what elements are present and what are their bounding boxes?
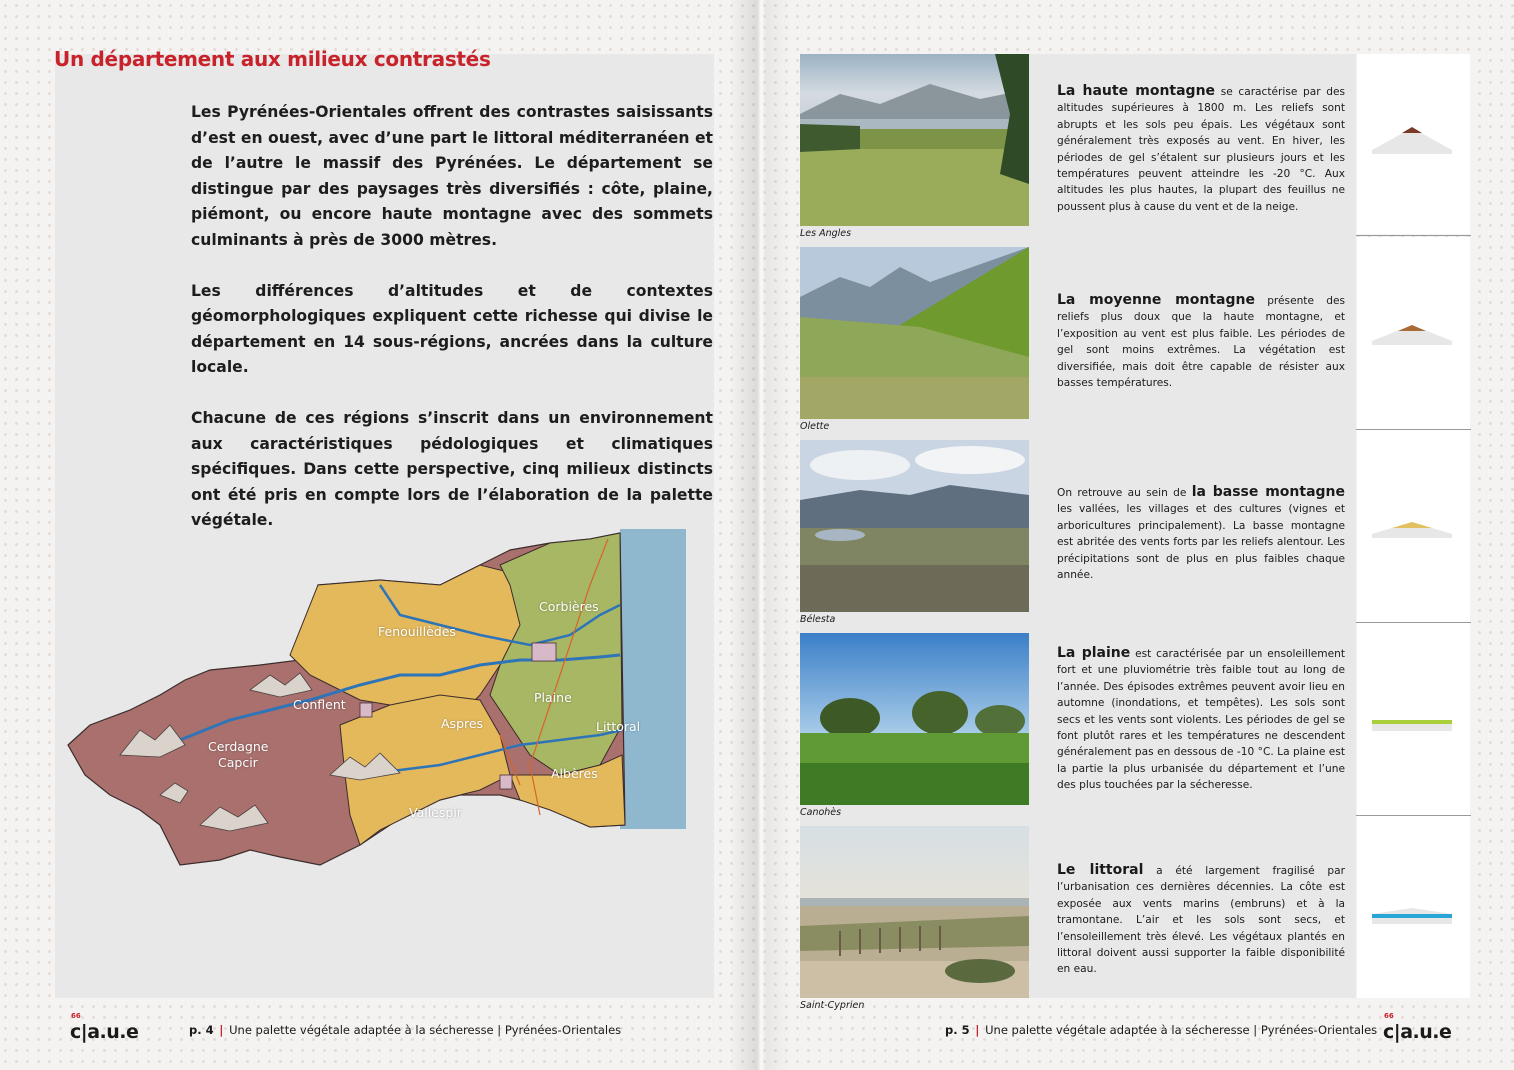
environment-text: a été largement fragilisé par l’urbanisation ces dernières décennies. La côte est exposée aux vents marins (embruns) et à la tramontane. L’air et les sols sont secs, et l’ensoleillement très élevé. Les végétaux plantés en littoral doivent aussi supporter la faible disponibilité en eau. (1057, 865, 1345, 976)
intro-paragraph-1: Les Pyrénées-Orientales offrent des contrastes saisissants d’est en ouest, avec d’une part le littoral méditerranéen et de l’autre le massif des Pyrénées. Le département se distingue par des paysages très diversifiés : côte, plaine, piémont, ou encore haute montagne avec des sommets culminants à près de 3000 mètres. (191, 103, 713, 249)
page-number: p. 5 (945, 1023, 970, 1037)
photo-belesta (800, 440, 1029, 612)
environment-text-lead: On retrouve au sein de (1057, 487, 1192, 499)
photo-les-angles (800, 54, 1029, 226)
map-label-aspres: Aspres (441, 716, 484, 731)
altitude-profile-icon (1372, 701, 1452, 735)
caue-logo (70, 1012, 140, 1046)
regions-map-drawing (60, 525, 690, 875)
environment-text: les vallées, les villages et des cultures (vignes et arboricultures principalement). La basse montagne est abritée des vents forts par les reliefs alentour. Les précipitations sont de plus en plus faibles chaque année. (1057, 503, 1345, 582)
profile-littoral (1357, 816, 1470, 998)
environment-description (1057, 645, 1345, 794)
photo-canohes (800, 633, 1029, 805)
footer-separator: | (975, 1023, 980, 1037)
page-footer (945, 1023, 1377, 1037)
regions-map (60, 525, 690, 875)
footer-separator: | (219, 1023, 224, 1037)
profile-moyenne-montagne (1357, 237, 1470, 429)
photo-caption: Canohès (800, 807, 842, 818)
profile-basse-montagne (1357, 430, 1470, 622)
intro-text (191, 100, 713, 559)
environment-description (1057, 292, 1345, 391)
map-label-corbieres: Corbières (539, 599, 599, 614)
profile-plaine (1357, 623, 1470, 815)
map-label-fenouilledes: Fenouillèdes (378, 624, 456, 639)
logo-number: 66 (1384, 1012, 1394, 1020)
profile-haute-montagne (1357, 54, 1470, 234)
altitude-profile-icon (1372, 894, 1452, 928)
photo-saint-cyprien (800, 826, 1029, 998)
page-number: p. 4 (189, 1023, 214, 1037)
environment-row-basse-montagne (757, 440, 1514, 633)
environment-text: est caractérisée par un ensoleillement fort et une pluviométrie très faible tout au long de l’année. Des épisodes extrêmes peuvent avoir lieu en automne (inondations, et tempêtes). Les sols sont secs et les vents sont violents. Les périodes de gel se font plutôt rares et les températures ne descendent généralement pas en dessous de -10 °C. La plaine est la partie la plus urbanisée du département et l’une des plus touchées par la sécheresse. (1057, 648, 1345, 792)
environment-text: présente des reliefs plus doux que la haute montagne, et l’exposition au vent est plus faible. Les périodes de gel sont moins extrêmes. La végétation est diversifiée, mais doit être capable de résister aux basses températures. (1057, 295, 1345, 390)
footer-title: Une palette végétale adaptée à la sécheresse | Pyrénées-Orientales (229, 1023, 622, 1037)
photo-olette (800, 247, 1029, 419)
photo-caption: Les Angles (800, 228, 852, 239)
map-label-capcir: Capcir (218, 755, 258, 770)
row-divider (1356, 235, 1471, 236)
map-label-cerdagne: Cerdagne (208, 739, 269, 754)
environment-row-moyenne-montagne (757, 247, 1514, 440)
map-label-alberes: Albères (551, 766, 598, 781)
altitude-profile-icon (1372, 124, 1452, 158)
map-label-littoral: Littoral (596, 719, 641, 734)
caue-logo (1383, 1012, 1453, 1046)
environment-row-littoral (757, 826, 1514, 1019)
environment-name: La moyenne montagne (1057, 292, 1255, 308)
photo-caption: Olette (800, 421, 830, 432)
environment-description (1057, 862, 1345, 978)
page-title: Un département aux milieux contrastés (54, 47, 491, 71)
map-label-vallespir: Vallespir (409, 805, 462, 820)
footer-title: Une palette végétale adaptée à la sécheresse | Pyrénées-Orientales (985, 1023, 1378, 1037)
environment-row-plaine (757, 633, 1514, 826)
altitude-profile-icon (1372, 508, 1452, 542)
photo-caption: Bélesta (800, 614, 836, 625)
environment-name: la basse montagne (1191, 484, 1346, 500)
logo-text: c|a.u.e (1383, 1021, 1452, 1043)
environment-name: La haute montagne (1057, 83, 1216, 99)
environment-description (1057, 83, 1345, 215)
environment-row-haute-montagne (757, 54, 1514, 247)
photo-caption: Saint-Cyprien (800, 1000, 865, 1011)
logo-text: c|a.u.e (70, 1021, 139, 1043)
environment-description (1057, 484, 1345, 583)
environment-name: La plaine (1057, 645, 1131, 661)
page-footer (189, 1023, 621, 1037)
map-label-conflent: Conflent (293, 697, 346, 712)
intro-paragraph-2: Les différences d’altitudes et de contextes géomorphologiques expliquent cette richesse qui divise le département en 14 sous-régions, ancrées dans la culture locale. (191, 281, 713, 376)
logo-number: 66 (71, 1012, 81, 1020)
environment-text: se caractérise par des altitudes supérieures à 1800 m. Les reliefs sont abrupts et les sols peu épais. Les végétaux sont généralement très exposés au vent. En hiver, les périodes de gel s’étalent sur plusieurs jours et les températures peuvent atteindre les -20 °C. Aux altitudes les plus hautes, la plupart des feuillus ne poussent plus à cause du vent et de la neige. (1057, 86, 1345, 213)
sea-area (620, 529, 686, 829)
right-page (757, 0, 1514, 1070)
environment-name: Le littoral (1057, 862, 1144, 878)
altitude-profile-icon (1372, 315, 1452, 349)
intro-paragraph-3: Chacune de ces régions s’inscrit dans un environnement aux caractéristiques pédologiques et climatiques spécifiques. Dans cette perspective, cinq milieux distincts ont été pris en compte lors de l’élaboration de la palette végétale. (191, 409, 713, 529)
map-label-plaine: Plaine (534, 690, 572, 705)
